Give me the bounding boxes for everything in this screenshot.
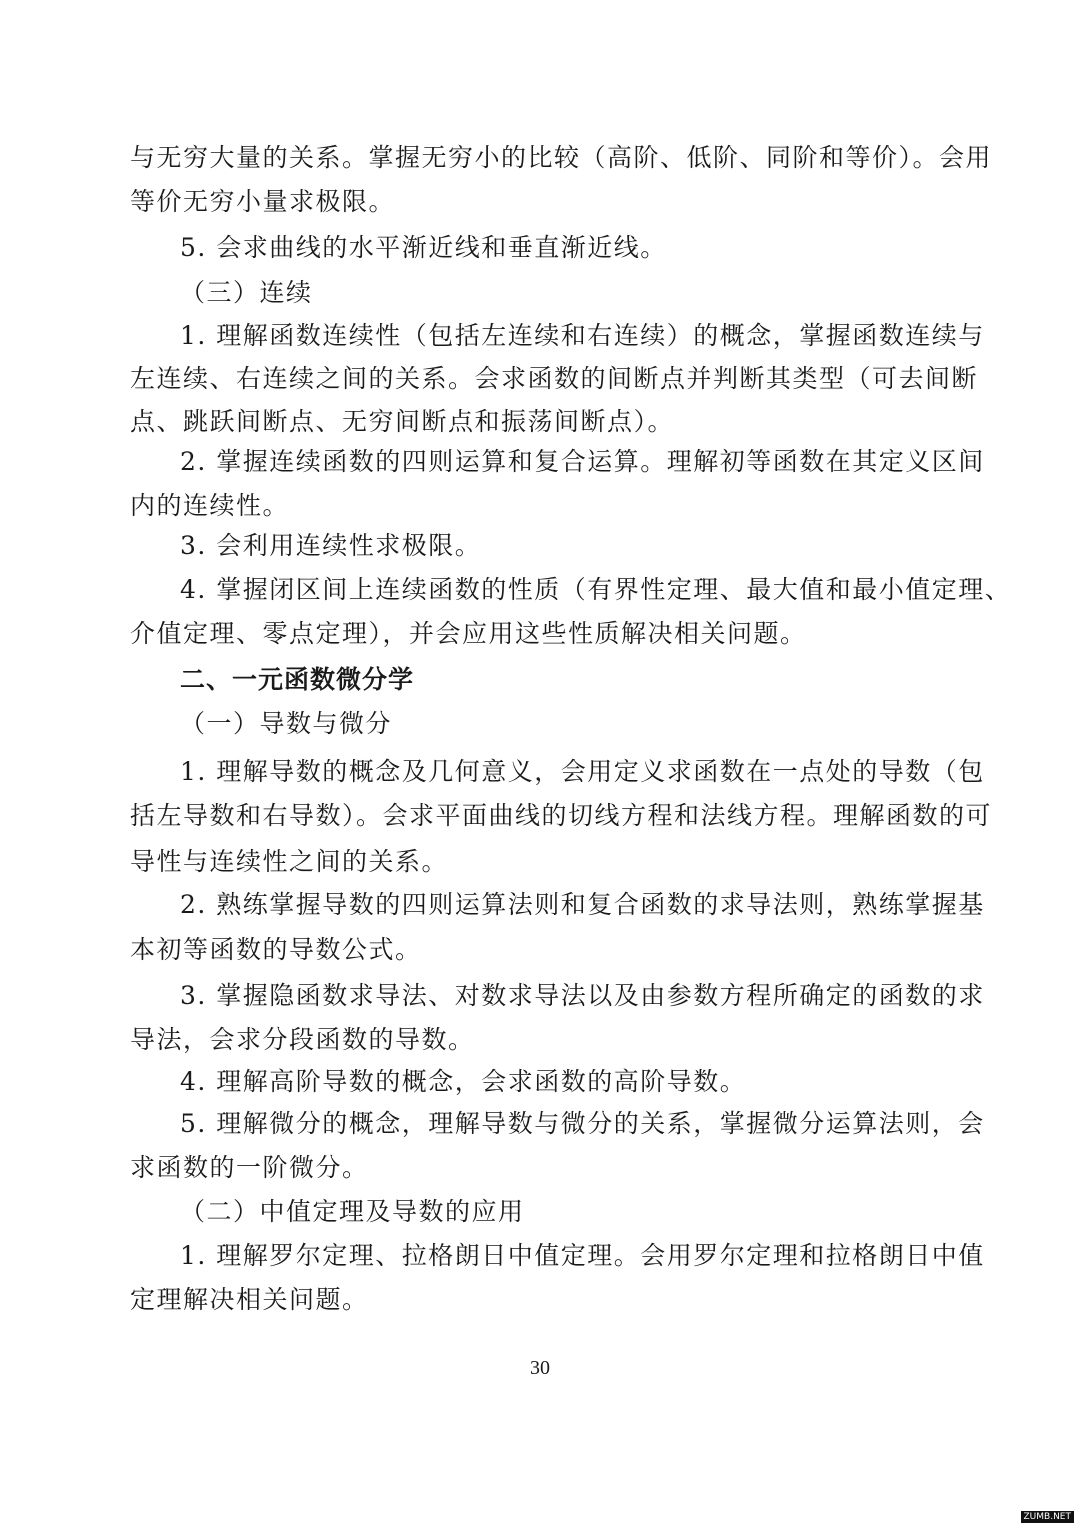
- subsection-heading: （一）导数与微分: [180, 709, 393, 738]
- text-line: 本初等函数的导数公式。: [130, 935, 422, 964]
- text-line: 定理解决相关问题。: [130, 1285, 369, 1314]
- text-line: 2. 熟练掌握导数的四则运算法则和复合函数的求导法则，熟练掌握基: [180, 890, 985, 919]
- text-line: 导法，会求分段函数的导数。: [130, 1025, 475, 1054]
- text-line: 括左导数和右导数）。会求平面曲线的切线方程和法线方程。理解函数的可: [130, 801, 993, 830]
- text-line: 导性与连续性之间的关系。: [130, 847, 449, 876]
- text-line: 2. 掌握连续函数的四则运算和复合运算。理解初等函数在其定义区间: [180, 447, 985, 476]
- text-line: 5. 会求曲线的水平渐近线和垂直渐近线。: [180, 233, 667, 262]
- text-line: 与无穷大量的关系。掌握无穷小的比较（高阶、低阶、同阶和等价）。会用: [130, 143, 993, 172]
- text-line: 4. 理解高阶导数的概念，会求函数的高阶导数。: [180, 1067, 747, 1096]
- text-line: 点、跳跃间断点、无穷间断点和振荡间断点）。: [130, 407, 675, 436]
- text-line: 3. 会利用连续性求极限。: [180, 531, 482, 560]
- page-number: 30: [530, 1357, 550, 1379]
- text-line: 求函数的一阶微分。: [130, 1153, 369, 1182]
- text-line: 3. 掌握隐函数求导法、对数求导法以及由参数方程所确定的函数的求: [180, 981, 985, 1010]
- text-line: 1. 理解导数的概念及几何意义，会用定义求函数在一点处的导数（包: [180, 757, 985, 786]
- text-line: 5. 理解微分的概念，理解导数与微分的关系，掌握微分运算法则，会: [180, 1109, 985, 1138]
- subsection-heading: （二）中值定理及导数的应用: [180, 1197, 525, 1226]
- text-line: 1. 理解函数连续性（包括左连续和右连续）的概念，掌握函数连续与: [180, 321, 985, 350]
- text-line: 1. 理解罗尔定理、拉格朗日中值定理。会用罗尔定理和拉格朗日中值: [180, 1241, 985, 1270]
- text-line: 内的连续性。: [130, 491, 290, 520]
- section-heading: 二、一元函数微分学: [180, 665, 415, 694]
- text-line: 介值定理、零点定理），并会应用这些性质解决相关问题。: [130, 619, 807, 648]
- watermark-logo: ZUMB.NET: [1021, 1511, 1074, 1523]
- subsection-heading: （三）连续: [180, 278, 313, 307]
- text-line: 左连续、右连续之间的关系。会求函数的间断点并判断其类型（可去间断: [130, 364, 979, 393]
- text-line: 4. 掌握闭区间上连续函数的性质（有界性定理、最大值和最小值定理、: [180, 575, 1012, 604]
- text-line: 等价无穷小量求极限。: [130, 187, 396, 216]
